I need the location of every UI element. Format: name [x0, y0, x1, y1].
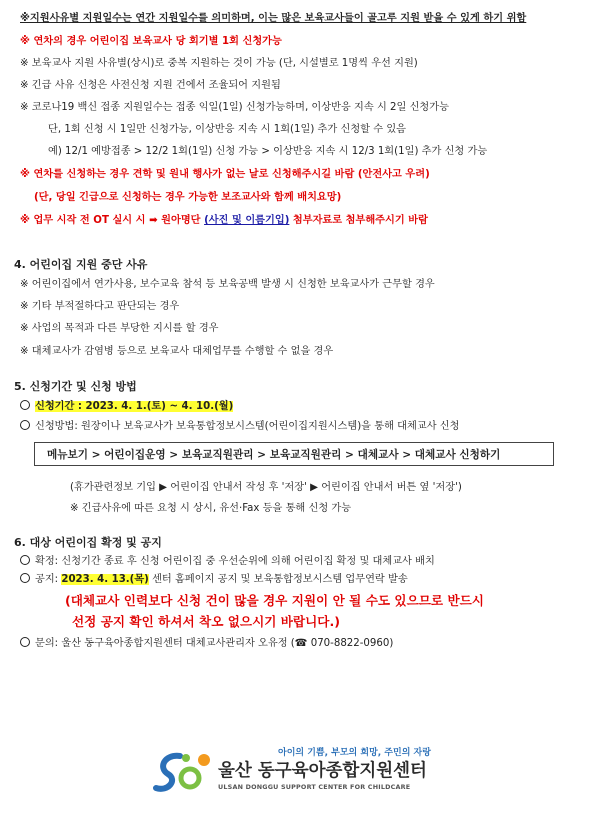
center-logo: [150, 748, 440, 796]
note-leave-urgent: (단, 당일 긴급으로 신청하는 경우 가능한 보조교사와 함께 배치요망): [34, 192, 342, 203]
apply-period: [20, 400, 233, 414]
circle-bullet-icon: [20, 555, 30, 565]
notice-suffix: 센터 홈페이지 공지 및 보육통합정보시스템 업무연락 발송: [148, 574, 408, 585]
section-4-title: 4. 어린이집 지원 중단 사유: [14, 258, 148, 271]
step-note: (휴가관련정보 기입 ▶ 어린이집 안내서 작성 후 '저장' ▶ 어린이집 안내서 버튼 옆 '저장'): [70, 482, 462, 493]
contact-text: 문의: 울산 동구육아종합지원센터 대체교사관리자 오유정 (☎ 070-8822-0960): [35, 638, 394, 649]
confirm-text: 확정: 신청기간 종료 후 신청 어린이집 중 우선순위에 의해 어린이집 확정 및 대체교사 배치: [35, 556, 435, 567]
circle-bullet-icon: [20, 400, 30, 410]
note-ot: [20, 214, 428, 228]
note-annual-days: ※지원사유별 지원일수는 연간 지원일수를 의미하며, 이는 많은 보육교사들이 골고루 지원 받을 수 있게 하기 위함: [20, 13, 527, 24]
urgent-request-note: ※ 긴급사유에 따른 요청 시 상시, 유선·Fax 등을 통해 신청 가능: [70, 503, 352, 514]
circle-bullet-icon: [20, 637, 30, 647]
menu-path-box: [34, 442, 554, 466]
section-4-item: ※ 대체교사가 감염병 등으로 보육교사 대체업무를 수행할 수 없을 경우: [20, 346, 334, 357]
section-5-title: 5. 신청기간 및 신청 방법: [14, 380, 137, 393]
notice-date: 2023. 4. 13.(목): [61, 574, 149, 585]
confirm-line: [20, 555, 435, 569]
apply-method-text: 신청방법: 원장이나 보육교사가 보육통합정보시스템(어린이집지원시스템)을 통해 대체교사 신청: [35, 421, 460, 432]
note-leave-days: ※ 연차를 신청하는 경우 견학 및 원내 행사가 없는 날로 신청해주시길 바람 (안전사고 우려): [20, 169, 430, 180]
section-6-title: 6. 대상 어린이집 확정 및 공지: [14, 536, 162, 549]
section-4-item: ※ 기타 부적절하다고 판단되는 경우: [20, 301, 180, 312]
apply-method: [20, 420, 459, 434]
note-annual-leave: ※ 연차의 경우 어린이집 보육교사 당 회기별 1회 신청가능: [20, 36, 282, 47]
section-4-item: ※ 사업의 목적과 다른 부당한 지시를 할 경우: [20, 323, 219, 334]
warning-line-1: (대체교사 인력보다 신청 건이 많을 경우 지원이 안 될 수도 있으므로 반드시: [65, 593, 484, 608]
contact-line: [20, 637, 393, 651]
logo-slogan: 아이의 기쁨, 부모의 희망, 주민의 자랑: [278, 748, 431, 758]
note-ot-prefix: ※ 업무 시작 전 OT 실시 시 ➡ 원아명단: [20, 215, 205, 226]
logo-mark-icon: [150, 748, 214, 796]
circle-bullet-icon: [20, 573, 30, 583]
logo-name-ko: 울산 동구육아종합지원센터: [218, 761, 427, 781]
note-urgent: ※ 긴급 사유 신청은 사전신청 지원 건에서 조율되어 지원됨: [20, 80, 281, 91]
warning-line-2: 선정 공지 확인 하셔서 착오 없으시기 바랍니다.): [72, 614, 340, 629]
notice-prefix: 공지:: [35, 574, 62, 585]
notice-line: [20, 573, 408, 587]
section-4-item: ※ 어린이집에서 연가사용, 보수교육 참석 등 보육공백 발생 시 신청한 보육교사가 근무할 경우: [20, 279, 435, 290]
note-duplicate-support: ※ 보육교사 지원 사유별(상시)로 중복 지원하는 것이 가능 (단, 시설별로 1명씩 우선 지원): [20, 58, 418, 69]
note-ot-suffix: 첨부자료로 첨부해주시기 바람: [289, 215, 428, 226]
note-covid: ※ 코로나19 백신 접종 지원일수는 접종 익일(1일) 신청가능하며, 이상반응 지속 시 2일 신청가능: [20, 102, 449, 113]
note-ot-photo: (사진 및 이름기입): [204, 215, 290, 226]
note-covid-once: 단, 1회 신청 시 1일만 신청가능, 이상반응 지속 시 1회(1일) 추가 신청할 수 있음: [48, 124, 406, 135]
logo-name-en: ULSAN DONGGU SUPPORT CENTER FOR CHILDCARE: [218, 783, 411, 791]
menu-path: 메뉴보기 > 어린이집운영 > 보육교직원관리 > 보육교직원관리 > 대체교사 > 대체교사 신청하기: [47, 449, 501, 461]
note-covid-example: 예) 12/1 예방접종 > 12/2 1회(1일) 신청 가능 > 이상반응 지속 시 12/3 1회(1일) 추가 신청 가능: [48, 146, 488, 157]
apply-period-text: 신청기간 : 2023. 4. 1.(토) ~ 4. 10.(월): [35, 401, 234, 412]
circle-bullet-icon: [20, 420, 30, 430]
